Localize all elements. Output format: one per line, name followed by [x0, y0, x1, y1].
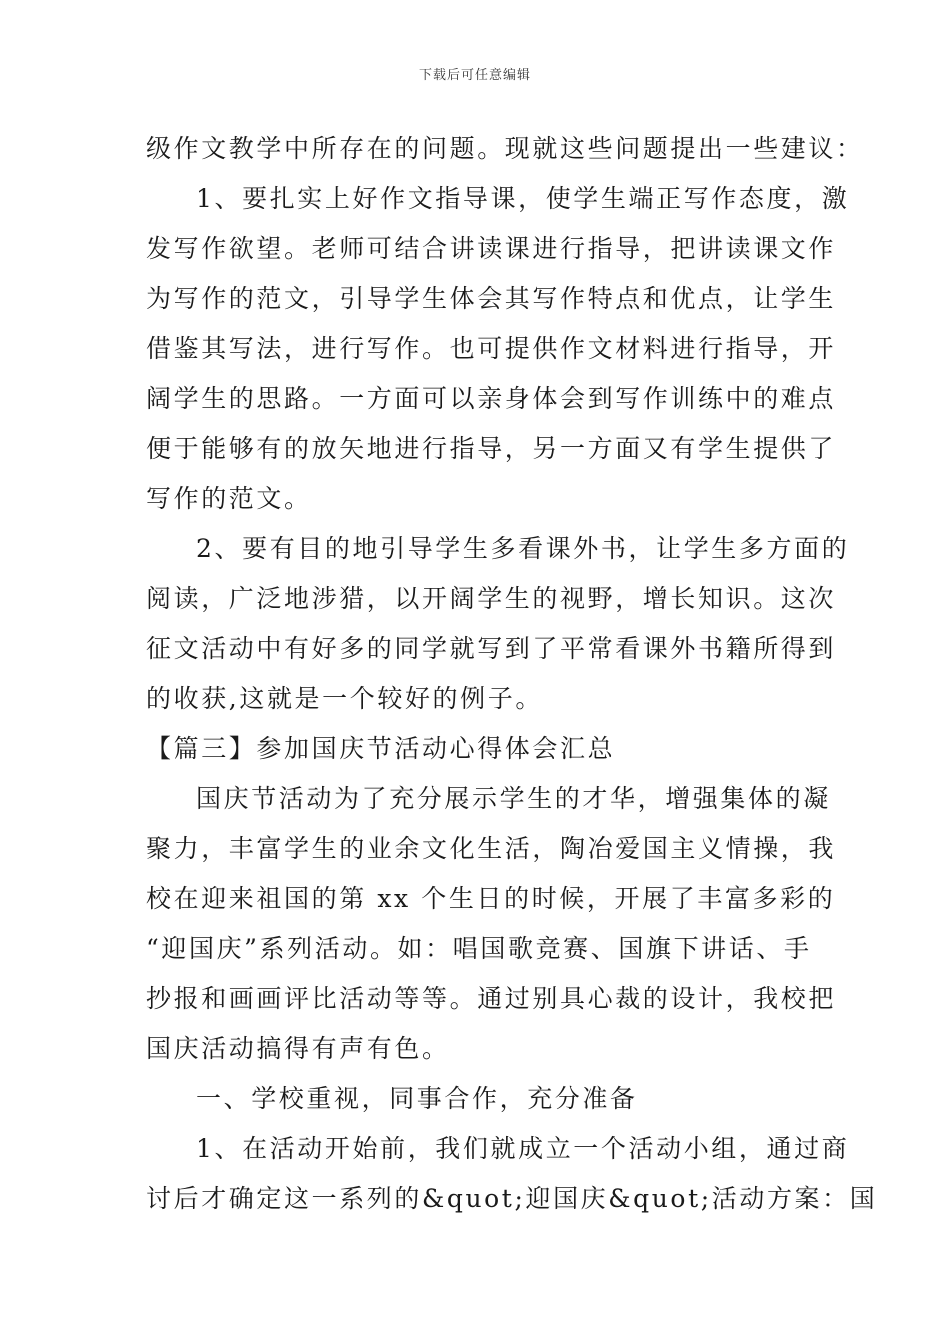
section-heading: 【篇三】参加国庆节活动心得体会汇总 — [146, 734, 616, 763]
text-line: 征文活动中有好多的同学就写到了平常看课外书籍所得到 — [146, 634, 837, 663]
text-line: 阅读，广泛地涉猎，以开阔学生的视野，增长知识。这次 — [146, 584, 837, 613]
text-line: 抄报和画画评比活动等等。通过别具心裁的设计，我校把 — [146, 984, 837, 1013]
page-header: 下载后可任意编辑 — [418, 68, 531, 83]
text-line: 2、要有目的地引导学生多看课外书，让学生多方面的 — [196, 534, 850, 563]
text-line: 写作的范文。 — [146, 484, 312, 513]
text-line: 国庆节活动为了充分展示学生的才华，增强集体的凝 — [196, 784, 831, 813]
text-line: 聚力，丰富学生的业余文化生活，陶冶爱国主义情操，我 — [146, 834, 837, 863]
text-line: 为写作的范文，引导学生体会其写作特点和优点，让学生 — [146, 284, 837, 313]
text-line: 阔学生的思路。一方面可以亲身体会到写作训练中的难点 — [146, 384, 837, 413]
text-line: 讨后才确定这一系列的&quot;迎国庆&quot;活动方案：国 — [146, 1184, 878, 1213]
text-line: 借鉴其写法，进行写作。也可提供作文材料进行指导，开 — [146, 334, 837, 363]
text-line: 发写作欲望。老师可结合讲读课进行指导，把讲读课文作 — [146, 234, 837, 263]
text-line: 校在迎来祖国的第 xx 个生日的时候，开展了丰富多彩的 — [146, 884, 836, 913]
text-line: 一、学校重视，同事合作，充分准备 — [196, 1084, 638, 1113]
text-line: 级作文教学中所存在的问题。现就这些问题提出一些建议： — [146, 134, 864, 163]
text-line: 的收获,这就是一个较好的例子。 — [146, 684, 543, 713]
text-line: 1、在活动开始前，我们就成立一个活动小组，通过商 — [196, 1134, 850, 1163]
text-line: 便于能够有的放矢地进行指导，另一方面又有学生提供了 — [146, 434, 837, 463]
text-line: “迎国庆”系列活动。如：唱国歌竞赛、国旗下讲话、手 — [146, 934, 812, 963]
text-line: 国庆活动搞得有声有色。 — [146, 1034, 450, 1063]
text-line: 1、要扎实上好作文指导课，使学生端正写作态度，激 — [196, 184, 850, 213]
